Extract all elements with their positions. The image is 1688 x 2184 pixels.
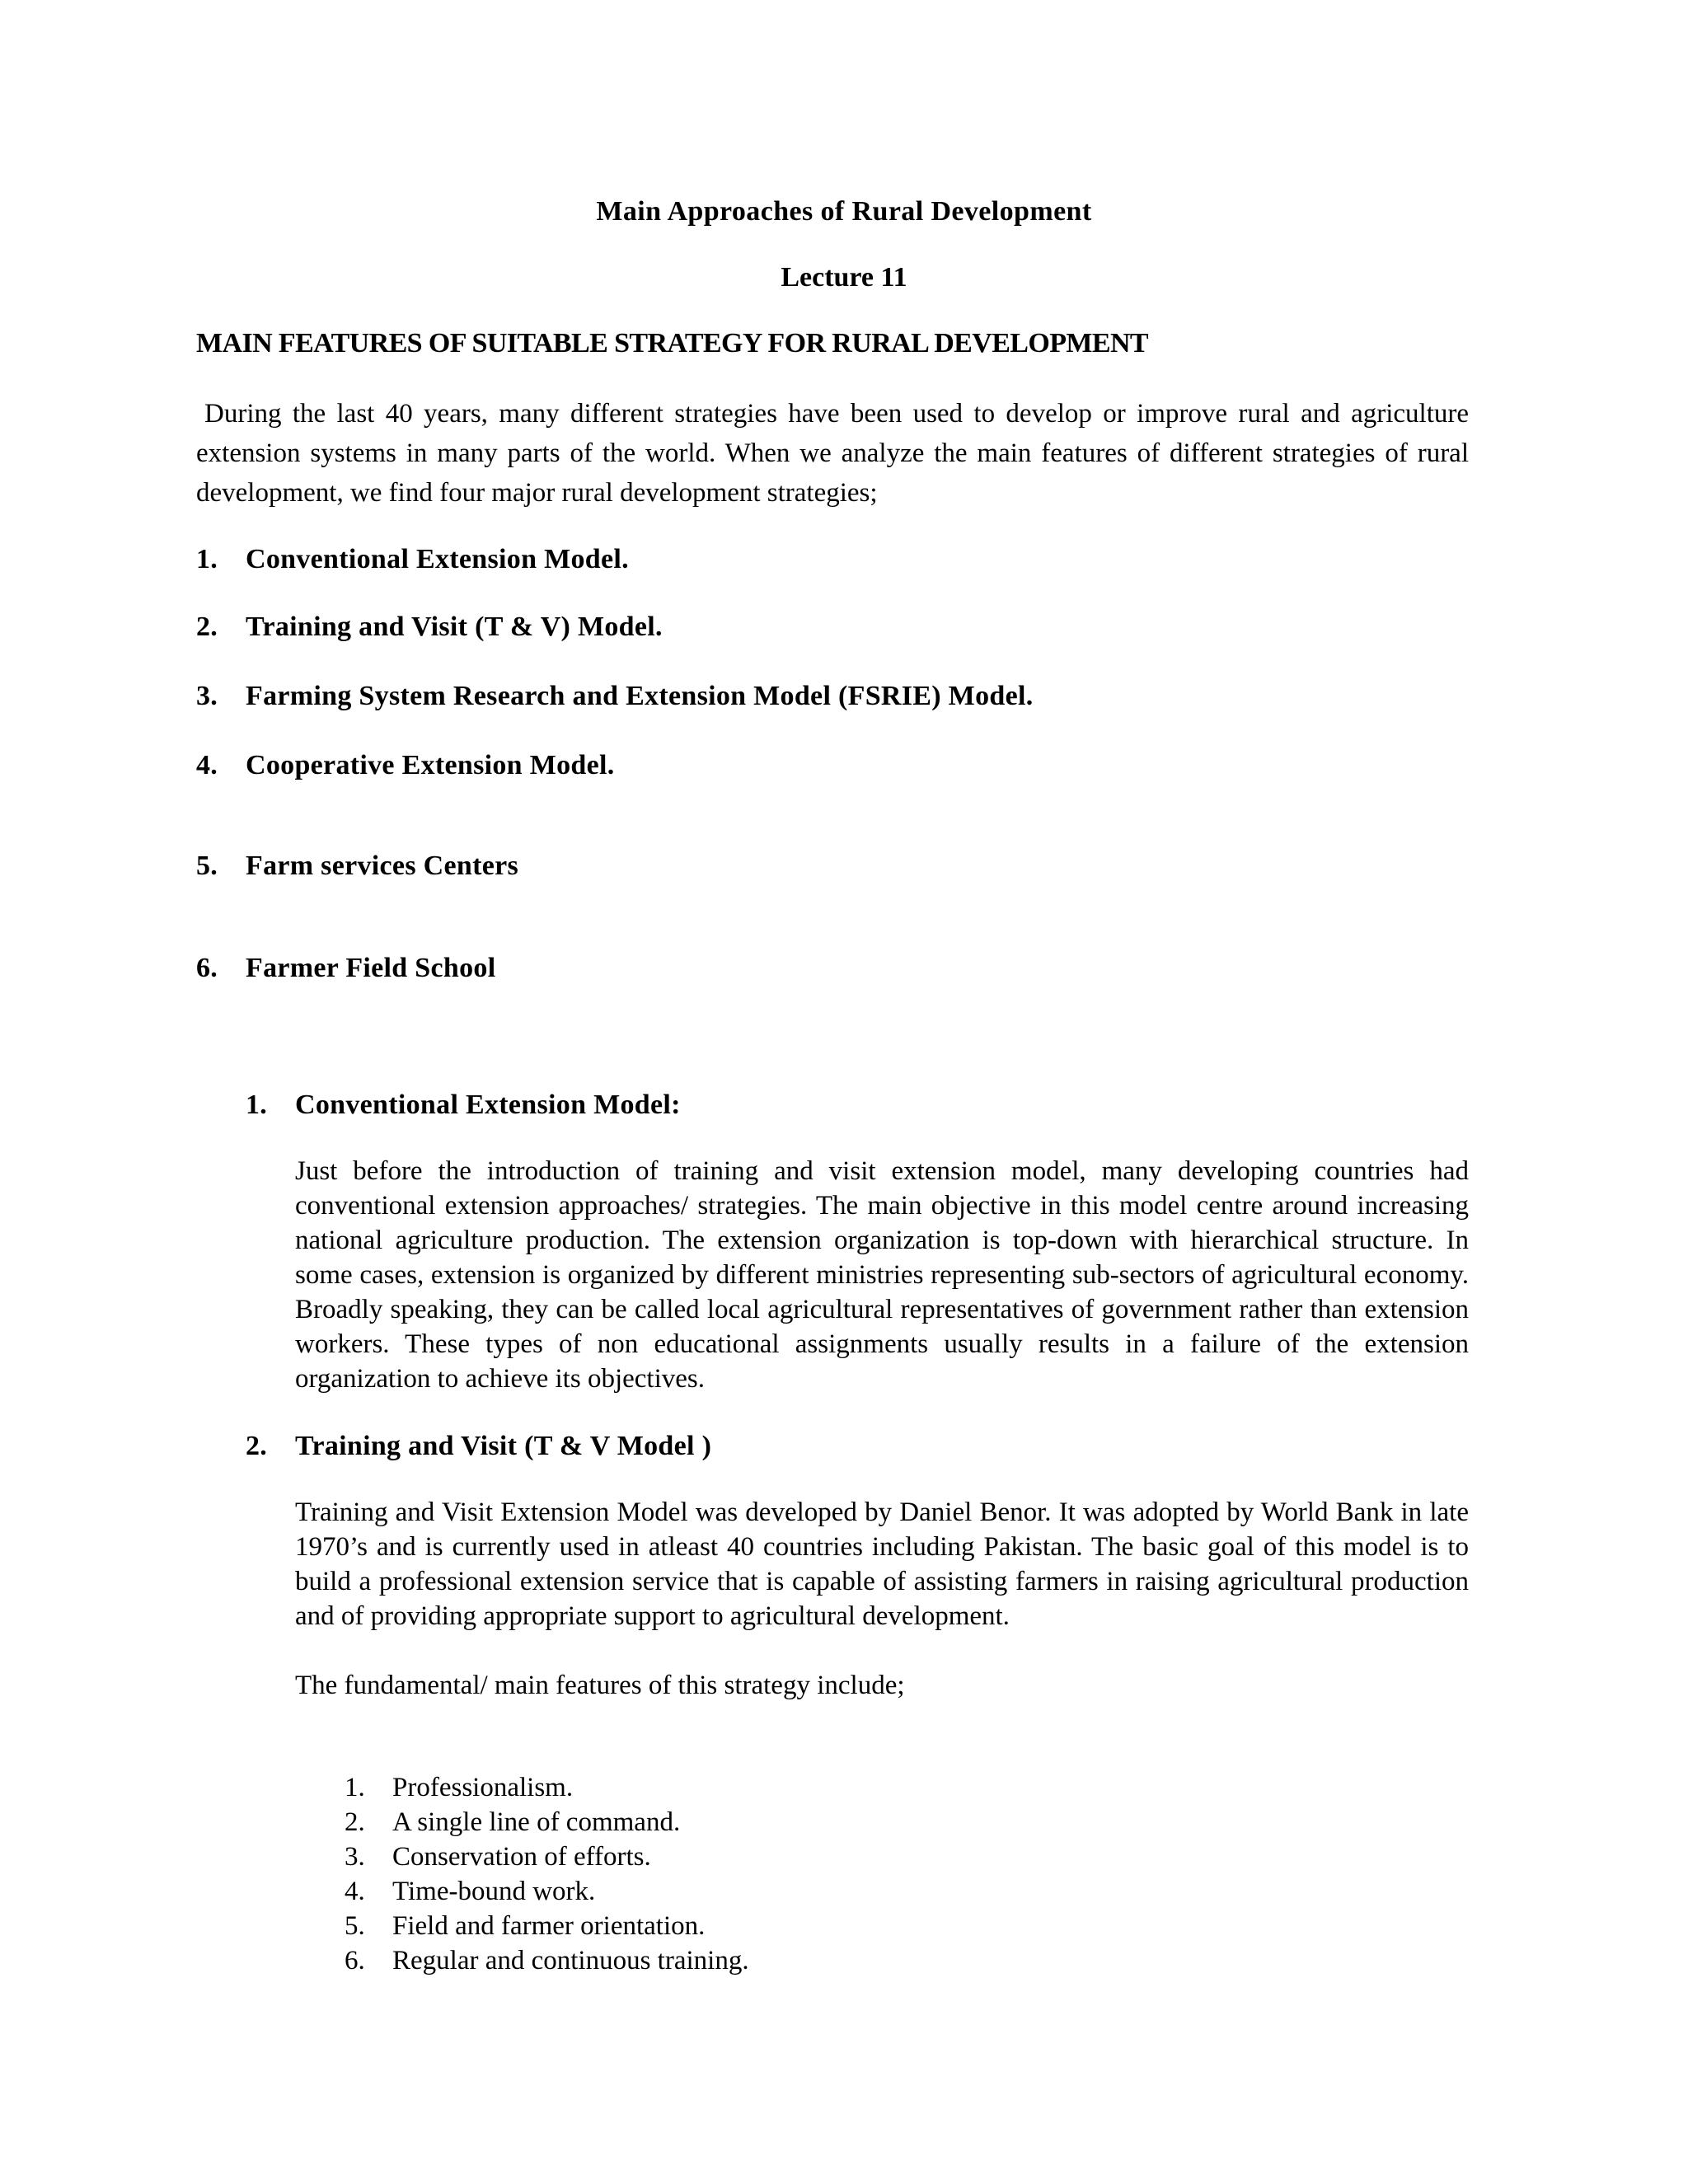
section-1-heading <box>246 1090 681 1121</box>
strategy-label: Conventional Extension Model. <box>246 544 629 574</box>
section-1-text: Just before the introduction of training and visit extension model, many developing countries had conventional extension approaches/ strategies. The main objective in this model centre around increasing national agriculture production. The extension organization is top-down with hierarchical structure. In some cases, extension is organized by different ministries representing sub-sectors of agricultural economy. Broadly speaking, they can be called local agricultural representatives of government rather than extension workers. These types of non educational assignments usually results in a failure of the extension organization to achieve its objectives. <box>295 1156 1469 1394</box>
list-number: 2. <box>345 1807 365 1837</box>
strategy-label: Cooperative Extension Model. <box>246 750 615 780</box>
list-number: 5. <box>345 1911 365 1941</box>
strategy-label: Farm services Centers <box>246 851 519 881</box>
list-item <box>345 1770 1416 1805</box>
list-label: Professionalism. <box>392 1773 574 1802</box>
section-1-body <box>295 1154 1469 1396</box>
section-2-body <box>295 1495 1469 1633</box>
list-label: A single line of command. <box>392 1807 681 1837</box>
list-item <box>345 1943 1416 1978</box>
section-2-text: Training and Visit Extension Model was developed by Daniel Benor. It was adopted by World Bank in late 1970’s and is currently used in atleast 40 countries including Pakistan. The basic goal of this model is to build a professional extension service that is capable of assisting farmers in raising agricultural production and of providing appropriate support to agricultural development. <box>295 1497 1469 1631</box>
features-list <box>345 1770 1416 1978</box>
document-title: Main Approaches of Rural Development <box>596 196 1092 227</box>
list-label: Field and farmer orientation. <box>392 1911 706 1941</box>
strategy-label: Farmer Field School <box>246 953 496 983</box>
lecture-number: Lecture 11 <box>781 262 907 293</box>
strategy-number: 1. <box>196 544 218 574</box>
intro-paragraph <box>196 394 1469 513</box>
features-intro: The fundamental/ main features of this strategy include; <box>295 1671 905 1700</box>
strategy-number: 4. <box>196 750 218 780</box>
list-number: 4. <box>345 1877 365 1906</box>
strategy-label: Farming System Research and Extension Model (FSRIE) Model. <box>246 681 1034 711</box>
section-2-heading <box>246 1431 711 1462</box>
strategy-item <box>196 851 518 882</box>
list-label: Time-bound work. <box>392 1877 596 1906</box>
strategy-item <box>196 612 663 643</box>
strategy-number: 3. <box>196 681 218 711</box>
strategy-item <box>196 544 629 575</box>
list-label: Conservation of efforts. <box>392 1842 651 1872</box>
section-title: Conventional Extension Model: <box>295 1090 681 1120</box>
strategy-item <box>196 750 615 781</box>
strategy-number: 5. <box>196 851 218 881</box>
list-label: Regular and continuous training. <box>392 1946 749 1975</box>
section-heading: MAIN FEATURES OF SUITABLE STRATEGY FOR RURAL DEVELOPMENT <box>196 328 1148 359</box>
list-item <box>345 1874 1416 1909</box>
section-title: Training and Visit (T & V Model ) <box>295 1431 712 1461</box>
list-item <box>345 1909 1416 1943</box>
strategy-number: 6. <box>196 953 218 983</box>
intro-text: During the last 40 years, many different strategies have been used to develop or improve rural and agriculture extension systems in many parts of the world. When we analyze the main features of different strategies of rural development, we find four major rural development strategies; <box>196 399 1469 508</box>
section-number: 1. <box>246 1090 268 1120</box>
list-number: 6. <box>345 1946 365 1975</box>
list-item <box>345 1805 1416 1840</box>
strategy-item <box>196 681 1034 712</box>
strategy-item <box>196 953 495 984</box>
strategy-number: 2. <box>196 612 218 642</box>
strategy-label: Training and Visit (T & V) Model. <box>246 612 663 642</box>
list-number: 1. <box>345 1773 365 1802</box>
list-number: 3. <box>345 1842 365 1872</box>
section-number: 2. <box>246 1431 268 1461</box>
list-item <box>345 1840 1416 1874</box>
